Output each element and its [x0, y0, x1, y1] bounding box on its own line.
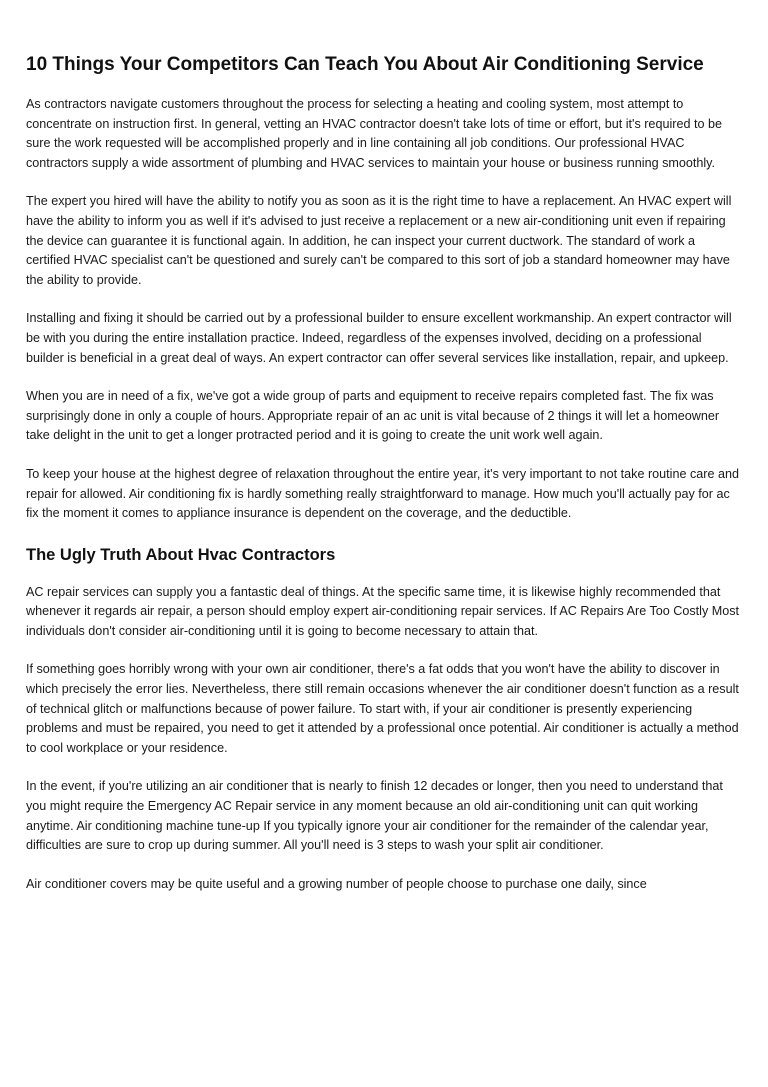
paragraph: AC repair services can supply you a fantastic deal of things. At the specific same time, it is likewise highly recommended that whenever it regards air repair, a person should employ expert air-conditioning repair services. If AC Repairs Are Too Costly Most individuals don't consider air-conditioning until it is going to become necessary to attain that. — [26, 584, 740, 638]
paragraph: To keep your house at the highest degree of relaxation throughout the entire year, it's very important to not take routine care and repair for allowed. Air conditioning fix is hardly something really straightforward to manage. How much you'll actually pay for ac fix the moment it comes to appliance insurance is dependent on the coverage, and the deductible. — [26, 466, 739, 521]
paragraph: Installing and fixing it should be carried out by a professional builder to ensure excellent workmanship. An expert contractor will be with you during the entire installation practice. Indeed, regardless of the expenses involved, deciding on a professional builder is beneficial in a great deal of ways. An expert contractor can offer several services like installation, repair, and upkeep. — [26, 311, 732, 365]
paragraph: Air conditioner covers may be quite useful and a growing number of people choose to purchase one daily, since — [26, 876, 647, 891]
paragraph: In the event, if you're utilizing an air conditioner that is nearly to finish 12 decades or longer, then you need to understand that you might require the Emergency AC Repair service in any moment because an old air-conditioning unit can quit working anytime. Air conditioning machine tune-up If you typically ignore your air conditioner for the remainder of the calendar year, difficulties are sure to crop up during summer. All you'll need is 3 steps to wash your split air conditioner. — [26, 779, 723, 853]
section-heading: The Ugly Truth About Hvac Contractors — [26, 545, 336, 564]
paragraph: When you are in need of a fix, we've got a wide group of parts and equipment to receive repairs completed fast. The fix was surprisingly done in only a couple of hours. Appropriate repair of an ac unit is vital because of 2 things it will let a homeowner take delight in the unit to get a longer protracted period and it is going to create the unit work well again. — [26, 389, 720, 443]
paragraph: If something goes horribly wrong with your own air conditioner, there's a fat odds that you won't have the ability to discover in which precisely the error lies. Nevertheless, there still remain occasions whenever the air conditioner doesn't function as a result of technical glitch or malfunctions because of power failure. To start with, if your air conditioner is presently experiencing problems and must be repaired, you need to get it attended by a professional once potential. Air conditioner is actually a method to cool workplace or your residence. — [26, 662, 739, 755]
article-title: 10 Things Your Competitors Can Teach You About Air Conditioning Service — [26, 54, 704, 75]
paragraph: The expert you hired will have the ability to notify you as soon as it is the right time to have a replacement. An HVAC expert will have the ability to inform you as well if it's advised to just receive a replacement or a new air-conditioning unit even if repairing the device can guarantee it is functional again. In addition, he can inspect your current ductwork. The standard of work a certified HVAC specialist can't be questioned and surely can't be compared to this sort of job a standard homeowner may have the ability to provide. — [26, 194, 732, 287]
paragraph: As contractors navigate customers throughout the process for selecting a heating and cooling system, most attempt to concentrate on instruction first. In general, vetting an HVAC contractor doesn't take lots of time or effort, but it's required to be sure the work requested will be accomplished properly and in line containing all job conditions. Our professional HVAC contractors supply a wide assortment of plumbing and HVAC services to maintain your house or business running smoothly. — [26, 97, 722, 170]
